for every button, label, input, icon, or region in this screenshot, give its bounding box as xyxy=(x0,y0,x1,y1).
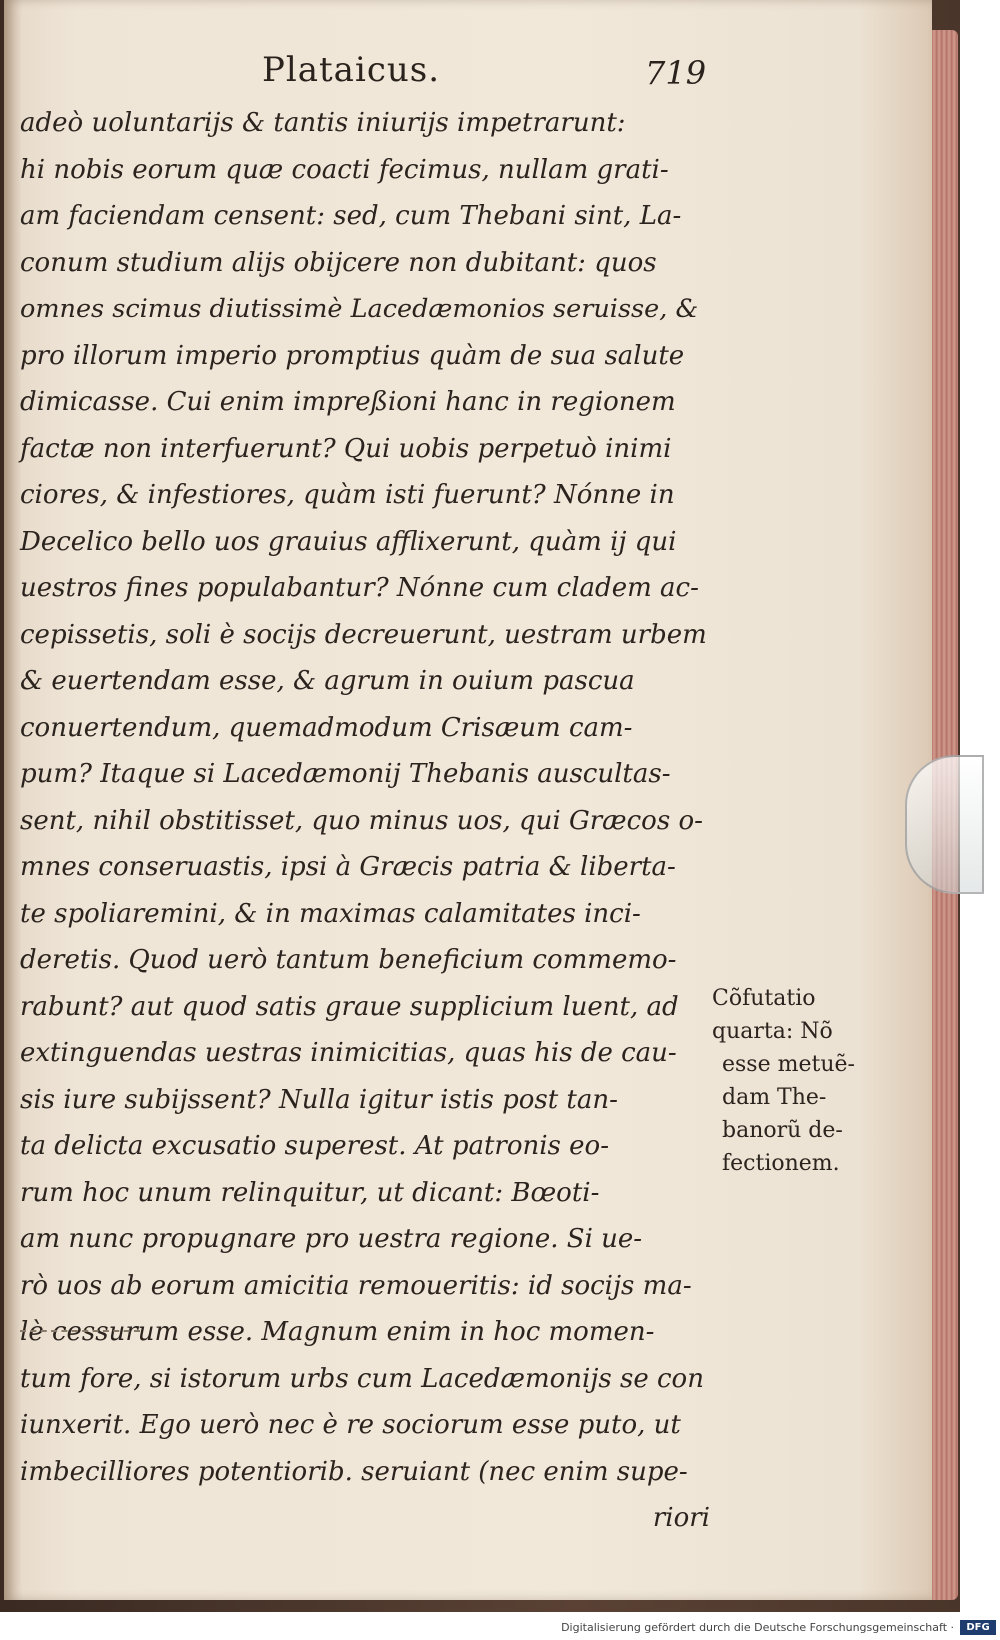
text-line: & euertendam esse, & agrum in ouium pascua xyxy=(20,666,635,696)
running-head-title: Plataicus. xyxy=(262,50,441,90)
page-number: 719 xyxy=(645,54,707,92)
dfg-logo: DFG xyxy=(960,1620,996,1635)
catchword: riori xyxy=(652,1503,710,1533)
marginal-line: quarta: Nõ xyxy=(712,1019,833,1044)
marginal-line: dam The- xyxy=(722,1085,827,1110)
text-line: am faciendam censent: sed, cum Thebani sint, La- xyxy=(20,201,682,231)
text-line: Decelico bello uos grauius afflixerunt, quàm ij qui xyxy=(20,526,677,557)
text-line: mnes conseruastis, ipsi à Græcis patria & liberta- xyxy=(20,852,676,882)
page-holder-clip xyxy=(905,755,984,894)
text-line: dimicasse. Cui enim impreßioni hanc in regionem xyxy=(20,387,676,417)
text-line: omnes scimus diutissimè Lacedæmonios seruisse, & xyxy=(20,294,699,324)
text-line: pro illorum imperio promptius quàm de sua salute xyxy=(20,340,685,371)
text-line: rabunt? aut quod satis graue supplicium luent, ad xyxy=(20,991,679,1022)
text-line: uestros fines populabantur? Nónne cum cladem ac- xyxy=(20,573,699,603)
marginal-line: banorũ de- xyxy=(722,1118,843,1143)
text-line: te spoliaremini, & in maximas calamitates inci- xyxy=(20,898,641,929)
text-line: factæ non interfuerunt? Qui uobis perpetuò inimi xyxy=(20,433,672,464)
text-line: ta delicta excusatio superest. At patronis eo- xyxy=(20,1131,609,1161)
text-line: imbecilliores potentiorib. seruiant (nec enim supe- xyxy=(20,1456,688,1487)
text-line: tum fore, si istorum urbs cum Lacedæmonijs se con xyxy=(20,1363,704,1394)
text-line: conum studium alijs obijcere non dubitant: quos xyxy=(20,247,657,278)
text-line: pum? Itaque si Lacedæmonij Thebanis auscultas- xyxy=(20,759,671,789)
text-line: adeò uoluntarijs & tantis iniurijs impetrarunt: xyxy=(20,108,626,138)
text-line: rum hoc unum relinquitur, ut dicant: Bœoti- xyxy=(20,1177,600,1208)
text-line: hi nobis eorum quæ coacti fecimus, nullam grati- xyxy=(20,154,669,185)
text-line: sis iure subijssent? Nulla igitur istis post tan- xyxy=(20,1084,618,1115)
text-line: conuertendum, quemadmodum Crisæum cam- xyxy=(20,712,633,743)
main-text-block xyxy=(20,100,710,1542)
text-line: cepissetis, soli è socijs decreuerunt, uestram urbem xyxy=(20,619,707,650)
text-line: extinguendas uestras inimicitias, quas his de cau- xyxy=(20,1038,677,1068)
text-line: sent, nihil obstitisset, quo minus uos, qui Græcos o- xyxy=(20,805,703,836)
marginal-line: Cõfutatio xyxy=(712,986,816,1011)
marginal-line: fectionem. xyxy=(722,1151,840,1176)
funding-credit: Digitalisierung gefördert durch die Deutsche Forschungsgemeinschaft · xyxy=(561,1621,954,1634)
marginal-note xyxy=(712,982,855,1180)
text-line: am nunc propugnare pro uestra regione. Si ue- xyxy=(20,1224,643,1254)
text-line: deretis. Quod uerò tantum beneficium commemo- xyxy=(20,945,677,975)
text-line: rò uos ab eorum amicitia remoueritis: id socijs ma- xyxy=(20,1270,692,1301)
bleed-through-marks xyxy=(20,1330,140,1336)
text-line: ciores, & infestiores, quàm isti fuerunt? Nónne in xyxy=(20,480,675,510)
marginal-line: esse metuẽ- xyxy=(722,1052,855,1077)
text-line: iunxerit. Ego uerò nec è re sociorum esse puto, ut xyxy=(20,1410,681,1440)
text-line: lè cessurum esse. Magnum enim in hoc momen- xyxy=(20,1317,655,1347)
